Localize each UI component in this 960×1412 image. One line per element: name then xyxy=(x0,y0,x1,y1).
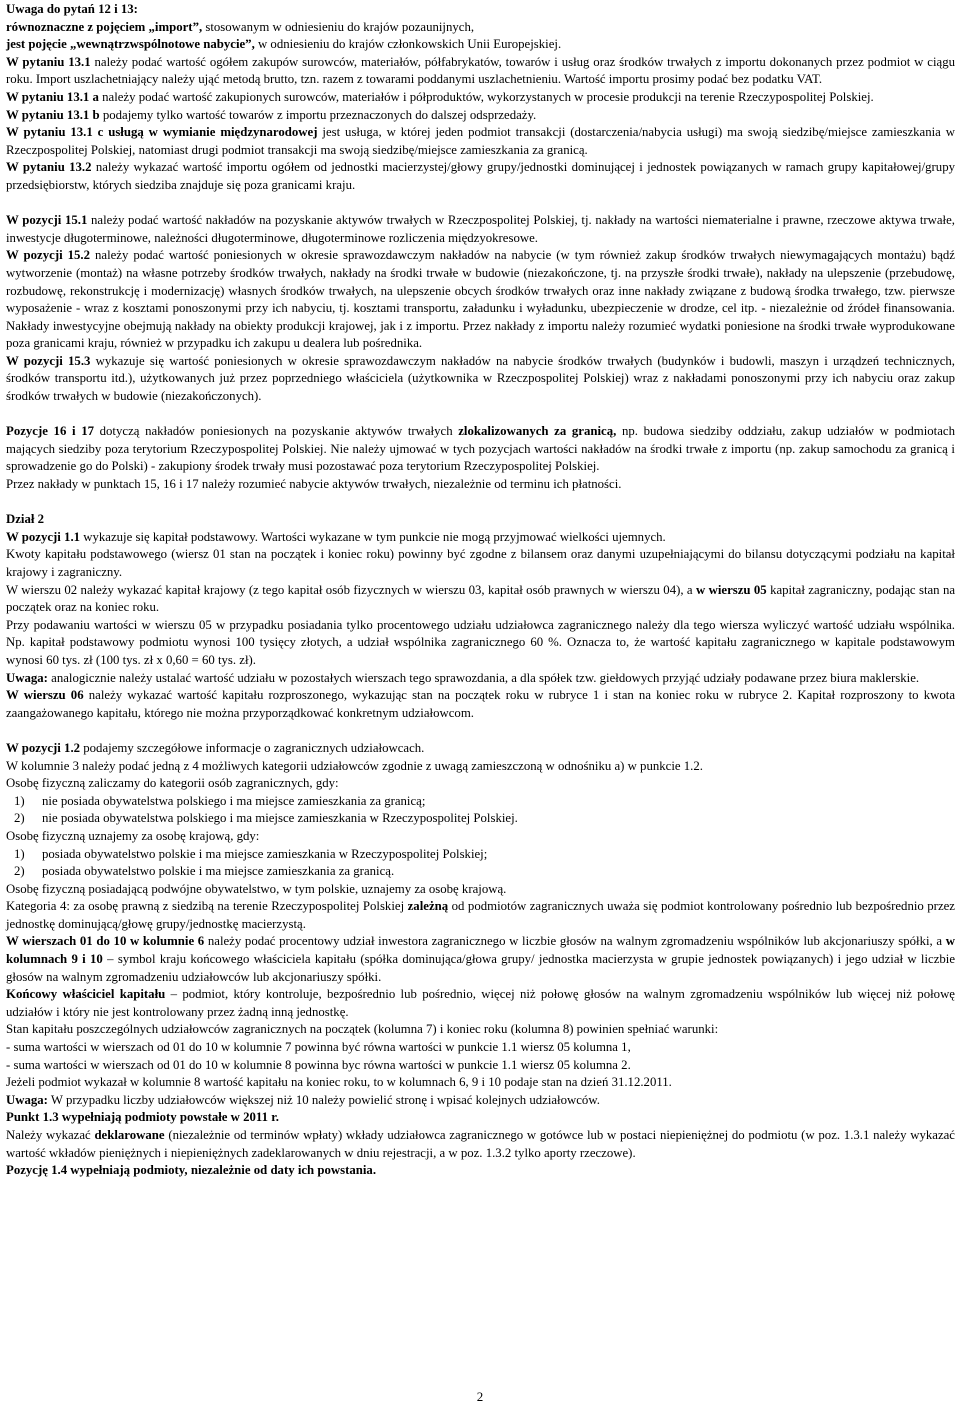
bold-text: W pozycji 15.2 xyxy=(6,248,91,263)
paragraph xyxy=(6,758,955,776)
text: Przy podawaniu wartości w wierszu 05 w przypadku posiadania tylko procentowego udziału udziałowca zagranicznego należy dla tego wiersza wyliczyć wartość udziału wspólnika. Np. kapitał podstawowy podmiotu wynosi 100 tysięcy złotych, a udział wspólnika zagranicznego 60 %. Oznacza to, że wartość kapitału zagranicznego w kapitale podstawowym wynosi 60 tys. zł (100 tys. zł x 0,60 = 60 tys. zł). xyxy=(6,617,955,667)
text: należy podać wartość poniesionych w okresie sprawozdawczym nakładów na nabycie (w tym również zakup środków trwałych niewymagających montażu) bądź wytworzenie (montaż) na własne potrzeby środków trwałych, nakłady na środki trwałe w budowie (niezakończone, tj. na przyszłe środki trwałe), nakłady na ulepszenie (przebudowę, rozbudowę, rekonstrukcję i modernizację) własnych środków trwałych, na ulepszenie obcych środków trwałych oraz inne nakłady związane z budową środka trwałego, tzw. pierwsze wyposażenie - wraz z kosztami ponoszonymi przy ich nabyciu, tj. kosztami transportu, załadunku i wyładunku, ubezpieczenie w drodze, cel itp. - niezależnie od źródeł finansowania. Nakłady inwestycyjne obejmują nakłady na obiekty produkcji krajowej, jak i z importu. Przez nakłady z importu należy rozumieć wydatki poniesione na środki trwałe wyprodukowane poza granicami kraju, również w przypadku ich zakupu u dealera lub pośrednika. xyxy=(6,248,955,351)
block-position-1-1 xyxy=(6,529,955,723)
paragraph xyxy=(6,881,955,899)
paragraph xyxy=(6,1162,955,1180)
bold-text: jest pojęcie „wewnątrzwspólnotowe nabycie”, xyxy=(6,37,255,52)
text: należy wykazać wartość importu ogółem od jednostki macierzystej/głowy grupy/jednostki dominującej i jednostek powiązanych w ramach grupy kapitałowej/grupy przedsiębiorstw, których siedziba znajduje się poza granicami kraju. xyxy=(6,160,955,192)
paragraph xyxy=(6,212,955,247)
block-position-15 xyxy=(6,212,955,406)
list-domestic-person xyxy=(6,846,955,881)
text: jest usługa, w której jeden podmiot transakcji (dostarczenia/nabycia usługi) ma swoją siedzibę/miejsce zamieszkania w Rzeczpospolitej Polskiej, natomiast drugi podmiot transakcji ma swoją siedzibę/miejsce zamieszkania za granicą. xyxy=(6,125,955,157)
text: Stan kapitału poszczególnych udziałowców zagranicznych na początek (kolumna 7) i koniec roku (kolumna 8) powinien spełniać warunki: xyxy=(6,1022,719,1037)
text: Osobę fizyczną zaliczamy do kategorii osób zagranicznych, gdy: xyxy=(6,776,339,791)
paragraph xyxy=(6,898,955,933)
text: (niezależnie od terminów wpłaty) wkłady udziałowca zagranicznego w gotówce lub w postaci niepieniężnej do podmiotu (w poz. 1.3.1 należy wykazać wartość wkładów pieniężnych i niepieniężnych zadeklarowanych w dniu rejestracji, a w poz. 1.3.2 tylko aporty rzeczowe). xyxy=(6,1128,955,1160)
bold-text: W pytaniu 13.1 b xyxy=(6,107,100,122)
paragraph xyxy=(6,247,955,353)
paragraph xyxy=(6,1127,955,1162)
bold-text: W pytaniu 13.1 a xyxy=(6,89,99,104)
list-text: nie posiada obywatelstwa polskiego i ma miejsce zamieszkania w Rzeczypospolitej Polskiej. xyxy=(42,811,518,826)
paragraph xyxy=(6,670,955,688)
text: w odniesieniu do krajów członkowskich Unii Europejskiej. xyxy=(254,37,562,52)
paragraph xyxy=(6,546,955,581)
list-text: nie posiada obywatelstwa polskiego i ma miejsce zamieszkania za granicą; xyxy=(42,793,426,808)
list-item xyxy=(6,863,955,881)
paragraph xyxy=(6,19,955,37)
text: W przypadku liczby udziałowców większej niż 10 należy powielić stronę i wpisać kolejnych udziałowców. xyxy=(47,1092,600,1107)
bold-text: W wierszach 01 do 10 w kolumnie 6 xyxy=(6,934,205,949)
text: Kategoria 4: za osobę prawną z siedzibą na terenie Rzeczypospolitej Polskiej xyxy=(6,899,408,914)
list-number: 2) xyxy=(14,864,25,879)
text: dotyczą nakładów poniesionych na pozyskanie aktywów trwałych xyxy=(94,424,459,439)
paragraph xyxy=(6,1092,955,1110)
text: Jeżeli podmiot wykazał w kolumnie 8 wartość kapitału na koniec roku, to w kolumnach 6, 9 i 10 podaje stan na dzień 31.12.2011. xyxy=(6,1075,672,1090)
paragraph xyxy=(6,159,955,194)
bold-text: W pozycji 1.1 xyxy=(6,529,81,544)
text: – symbol kraju końcowego właściciela kapitału (spółka dominująca/głowa grupy/ jednostka macierzysta w grupie jednostek powiązanych) i jego udział w liczbie głosów na walnym zgromadzeniu udziałowców lub akcjonariuszy spółki. xyxy=(6,952,956,984)
section-title: Dział 2 xyxy=(6,512,45,527)
list-item xyxy=(6,810,955,828)
bold-text: zlokalizowanych za granicą, xyxy=(458,424,617,439)
list-number: 2) xyxy=(14,811,25,826)
paragraph xyxy=(6,1021,955,1039)
text: należy podać wartość ogółem zakupów surowców, materiałów, półfabrykatów, towarów i usług oraz środków trwałych z importu dokonanych przez podmiot w ciągu roku. Import uszlachetniający należy ująć metodą brutto, tzn. razem z towarami poddanymi uszlachetnieniu. Wartość importu prosimy podać bez podatku VAT. xyxy=(6,54,955,87)
bold-text: deklarowane xyxy=(94,1128,165,1142)
paragraph xyxy=(6,423,955,476)
list-number: 1) xyxy=(14,846,25,861)
block-position-1-2 xyxy=(6,740,955,793)
text: np. budowa siedziby oddziału, zakup udziałów w podmiotach mających siedziby poza terytorium Rzeczypospolitej Polskiej. Nie należy ujmować w tych pozycjach wartości nakładów na środki trwałe z importu (np. zakup samochodu za granicą i sprowadzenie go do Polski) - zakupiony środek trwały musi pozostawać poza terytorium Rzeczypospolitej Polskiej. xyxy=(6,424,955,474)
paragraph xyxy=(6,1057,955,1075)
paragraph xyxy=(6,775,955,793)
bold-text: równoznaczne z pojęciem „import”, xyxy=(6,19,203,34)
text: W wierszu 02 należy wykazać kapitał krajowy (z tego kapitał osób fizycznych w wierszu 03, kapitał osób prawnych w wierszu 04), a xyxy=(6,582,696,597)
text: - suma wartości w wierszach od 01 do 10 w kolumnie 7 powinna być równa wartości w punkcie 1.1 wiersz 05 kolumna 1, xyxy=(6,1040,631,1055)
bold-text: Punkt 1.3 wypełniają podmioty powstałe w 2011 r. xyxy=(6,1110,279,1125)
paragraph xyxy=(6,986,955,1021)
paragraph xyxy=(6,617,955,670)
bold-text: w kolumnach 9 i 10 xyxy=(6,934,955,967)
bold-text: w wierszu 05 xyxy=(695,582,767,597)
block-import-notes xyxy=(6,1,955,195)
paragraph xyxy=(6,1,955,19)
block-positions-16-17 xyxy=(6,423,955,493)
bold-text: W pytaniu 13.1 c usługą w wymianie międzynarodowej xyxy=(6,125,318,140)
text: Kwoty kapitału podstawowego (wiersz 01 stan na początek i koniec roku) powinny być zgodne z bilansem oraz danymi uzupełniającymi do bilansu dotyczącymi podziału na kapitał krajowy i zagraniczny. xyxy=(6,547,955,579)
paragraph xyxy=(6,353,955,406)
text: Należy wykazać xyxy=(6,1128,95,1142)
bold-text: Pozycje 16 i 17 xyxy=(6,424,94,439)
text: kapitał zagraniczny, podając stan na początek oraz na koniec roku. xyxy=(6,582,956,615)
bold-text: Uwaga do pytań 12 i 13: xyxy=(6,2,138,16)
paragraph xyxy=(6,687,955,722)
text: należy wykazać wartość kapitału rozproszonego, wykazując stan na początek roku w rubryce 1 i stan na koniec roku w rubryce 2. Kapitał rozproszony to kwota zaangażowanego kapitału, którego nie można przyporządkować konkretnym udziałowcom. xyxy=(6,688,955,720)
text: Przez nakłady w punktach 15, 16 i 17 należy rozumieć nabycie aktywów trwałych, niezależnie od terminu ich płatności. xyxy=(6,477,622,492)
list-item xyxy=(6,846,955,864)
block-shareholders xyxy=(6,881,955,1180)
bold-text: zależną xyxy=(407,899,449,914)
paragraph: Osobę fizyczną uznajemy za osobę krajową, gdy: xyxy=(6,828,260,843)
paragraph xyxy=(6,1039,955,1057)
bold-text: W pozycji 15.1 xyxy=(6,213,88,228)
bold-text: W pozycji 1.2 xyxy=(6,740,81,755)
paragraph xyxy=(6,933,955,986)
text: należy podać procentowy udział inwestora zagranicznego w liczbie głosów na walnym zgromadzeniu wspólników lub akcjonariuszy spółki, a xyxy=(204,934,946,949)
text: – podmiot, który kontroluje, bezpośrednio lub pośrednio, więcej niż połowę głosów na walnym zgromadzeniu wspólników lub więcej niż połowę udziałów i który nie jest kontrolowany przez żadną inną jednostkę. xyxy=(6,987,955,1019)
bold-text: W pozycji 15.3 xyxy=(6,353,91,368)
list-foreign-person xyxy=(6,793,955,828)
bold-text: W pytaniu 13.1 xyxy=(6,54,91,69)
bold-text: Uwaga: xyxy=(6,670,48,685)
paragraph xyxy=(6,107,955,125)
text: wykazuje się kapitał podstawowy. Wartości wykazane w tym punkcie nie mogą przyjmować wielkości ujemnych. xyxy=(80,529,666,544)
paragraph xyxy=(6,476,955,494)
text: - suma wartości w wierszach od 01 do 10 w kolumnie 8 powinna byc równa wartości w punkcie 1.1 wiersz 05 kolumna 2. xyxy=(6,1057,631,1072)
paragraph xyxy=(6,36,955,54)
paragraph xyxy=(6,582,955,617)
text: podajemy tylko wartość towarów z importu przeznaczonych do dalszej odsprzedaży. xyxy=(99,107,537,122)
bold-text: W pytaniu 13.2 xyxy=(6,160,92,175)
text: należy podać wartość nakładów na pozyskanie aktywów trwałych w Rzeczpospolitej Polskiej, tj. nakłady na wartości niematerialne i prawne, rzeczowe aktywa trwałe, inwestycje długoterminowe, należności długoterminowe, długoterminowe rozliczenia międzyokresowe. xyxy=(6,213,955,245)
paragraph xyxy=(6,529,955,547)
text: analogicznie należy ustalać wartość udziału w pozostałych wierszach tego sprawozdania, a dla spółek tzw. giełdowych przyjąć udziały podawane przez biura maklerskie. xyxy=(47,670,920,685)
bold-text: W wierszu 06 xyxy=(6,688,84,703)
paragraph xyxy=(6,740,955,758)
list-number: 1) xyxy=(14,793,25,808)
text: podajemy szczegółowe informacje o zagranicznych udziałowcach. xyxy=(80,740,425,755)
paragraph xyxy=(6,1074,955,1092)
list-text: posiada obywatelstwo polskie i ma miejsce zamieszkania w Rzeczypospolitej Polskiej; xyxy=(42,846,488,861)
text: stosowanym w odniesieniu do krajów pozaunijnych, xyxy=(202,19,475,34)
text: należy podać wartość zakupionych surowców, materiałów i półproduktów, wykorzystanych w procesie produkcji na terenie Rzeczypospolitej Polskiej. xyxy=(98,89,874,104)
bold-text: Końcowy właściciel kapitału xyxy=(6,987,166,1002)
paragraph xyxy=(6,1109,955,1127)
bold-text: Uwaga: xyxy=(6,1092,48,1107)
text: Osobę fizyczną posiadającą podwójne obywatelstwo, w tym polskie, uznajemy za osobę krajową. xyxy=(6,881,507,896)
list-item xyxy=(6,793,955,811)
page-number: 2 xyxy=(476,1389,484,1404)
text: wykazuje się wartość poniesionych w okresie sprawozdawczym nakładów na nabycie środków trwałych (budynków i budowli, maszyn i urządzeń technicznych, środków transportu itd.), użytkowanych już przez poprzedniego właściciela (użytkownika w Rzeczpospolitej Polskiej) wraz z nakładami ponoszonymi przy ich nabyciu oraz zakup środków trwałych w budowie (niezakończonych). xyxy=(6,353,955,404)
bold-text: Pozycję 1.4 wypełniają podmioty, niezależnie od daty ich powstania. xyxy=(6,1163,377,1178)
text: W kolumnie 3 należy podać jedną z 4 możliwych kategorii udziałowców zgodnie z uwagą zamieszczoną w odnośniku a) w punkcie 1.2. xyxy=(6,758,703,773)
text: od podmiotów zagranicznych uważa się podmiot kontrolowany pośrednio lub bezpośrednio przez jednostkę dominującą/głowę grupy/jednostkę macierzystą. xyxy=(6,899,955,931)
paragraph xyxy=(6,124,955,159)
paragraph xyxy=(6,54,955,89)
list-text: posiada obywatelstwo polskie i ma miejsce zamieszkania za granicą. xyxy=(42,864,395,879)
paragraph xyxy=(6,89,955,107)
